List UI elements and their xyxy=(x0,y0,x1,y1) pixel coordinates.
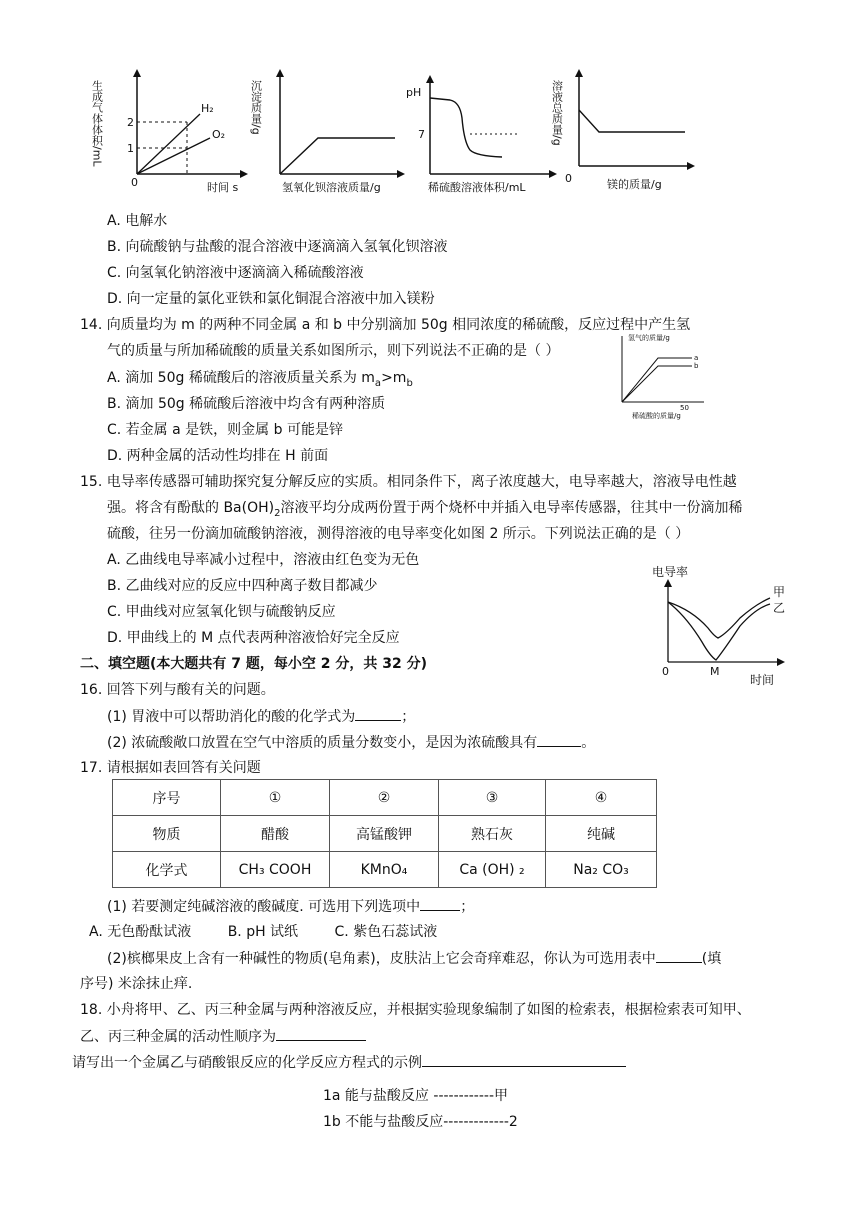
table-row xyxy=(113,780,657,816)
table-cell: KMnO₄ xyxy=(330,852,439,888)
q16-stem: 16. 回答下列与酸有关的问题。 xyxy=(80,682,275,698)
q18-stem2-text: 乙、丙三种金属的活动性顺序为 xyxy=(80,1029,276,1045)
q14-gt: >m xyxy=(381,370,407,386)
graph1-origin: 0 xyxy=(131,176,138,189)
table-cell: Na₂ CO₃ xyxy=(546,852,657,888)
q14-graph-xlabel: 稀硫酸的质量/g xyxy=(632,412,681,420)
q14-hydrogen-graph xyxy=(608,330,708,420)
q15-stem-line3: 硫酸，往另一份滴加硫酸钠溶液，测得溶液的电导率变化如图 2 所示。下列说法正确的是（ ） xyxy=(107,526,690,542)
q16-part1-end: ； xyxy=(401,709,416,725)
table-cell: ② xyxy=(330,780,439,816)
table-cell: 醋酸 xyxy=(221,816,330,852)
q18-answer-blank-1[interactable] xyxy=(276,1026,366,1041)
q16-part2 xyxy=(107,732,595,753)
q14-graph-ylabel: 氢气的质量/g xyxy=(628,334,670,342)
graph1-tick-1: 1 xyxy=(127,142,134,155)
q15-option-c: C. 甲曲线对应氢氧化钡与硫酸钠反应 xyxy=(107,604,336,620)
q15-stem-line1: 15. 电导率传感器可辅助探究复分解反应的实质。相同条件下，离子浓度越大，电导率越大，溶液导电性越 xyxy=(80,474,737,490)
table-cell: 化学式 xyxy=(113,852,221,888)
q15-graph-origin: 0 xyxy=(662,665,669,678)
graph3-tick-7: 7 xyxy=(418,128,425,141)
q17-answer-blank-2[interactable] xyxy=(656,948,702,963)
q16-part2-text: (2) 浓硫酸敞口放置在空气中溶质的质量分数变小，是因为浓硫酸具有 xyxy=(107,735,538,751)
table-cell: 纯碱 xyxy=(546,816,657,852)
q14-option-c: C. 若金属 a 是铁，则金属 b 可能是锌 xyxy=(107,422,343,438)
q14-option-a xyxy=(107,368,413,394)
table-row xyxy=(113,816,657,852)
q14-line-a-label: a xyxy=(694,354,699,362)
table-cell: ④ xyxy=(546,780,657,816)
q16-part1 xyxy=(107,706,415,727)
q15-graph-xlabel: 时间 xyxy=(750,673,775,687)
q14-line-b-label: b xyxy=(694,362,699,370)
section-heading: 二、填空题(本大题共有 7 题，每小空 2 分，共 32 分) xyxy=(80,656,428,672)
table-cell: ① xyxy=(221,780,330,816)
q18-stem3-text: 请写出一个金属乙与硝酸银反应的化学反应方程式的示例 xyxy=(72,1055,422,1071)
graph3-ylabel: pH xyxy=(406,86,422,99)
q14-option-a-text: A. 滴加 50g 稀硫酸后的溶液质量关系为 m xyxy=(107,370,375,386)
q14-sub-b: b xyxy=(406,377,413,389)
q16-answer-blank-2[interactable] xyxy=(537,732,581,747)
q17-options xyxy=(89,922,437,942)
q17-part2 xyxy=(107,948,721,969)
q14-graph-x50: 50 xyxy=(680,404,689,412)
table-cell: 高锰酸钾 xyxy=(330,816,439,852)
graph-precipitate xyxy=(250,66,410,201)
q17-option-a: A. 无色酚酞试液 xyxy=(89,924,192,940)
table-cell: 物质 xyxy=(113,816,221,852)
graph4-ylabel: 溶液总质量/g xyxy=(550,80,564,146)
graph2-xlabel: 氢氧化钡溶液质量/g xyxy=(282,181,381,194)
table-row xyxy=(113,852,657,888)
q15-stem-line2 xyxy=(107,498,742,524)
q15-curve-yi: 乙 xyxy=(773,601,786,615)
q17-part1-text: (1) 若要测定纯碱溶液的酸碱度. 可选用下列选项中 xyxy=(107,899,421,915)
table-cell: CH₃ COOH xyxy=(221,852,330,888)
q17-part2-end: (填 xyxy=(701,951,722,967)
q15-graph-ylabel: 电导率 xyxy=(652,565,689,579)
q15-option-a: A. 乙曲线电导率减小过程中，溶液由红色变为无色 xyxy=(107,552,420,568)
graph1-ylabel: 生成气体体积/mL xyxy=(90,80,104,167)
q15-stem2-post: 溶液平均分成两份置于两个烧杯中并插入电导率传感器，往其中一份滴加稀 xyxy=(280,500,743,516)
q17-table xyxy=(112,779,657,888)
q17-option-c: C. 紫色石蕊试液 xyxy=(334,924,438,940)
graph1-tick-2: 2 xyxy=(127,116,134,129)
q14-stem-line1: 14. 向质量均为 m 的两种不同金属 a 和 b 中分别滴加 50g 相同浓度的稀硫酸，反应过程中产生氢 xyxy=(80,317,691,333)
graph-electrolysis xyxy=(90,66,255,201)
q17-option-b: B. pH 试纸 xyxy=(227,924,299,940)
graph2-ylabel: 沉淀质量/g xyxy=(249,80,263,135)
q17-part1-end: ； xyxy=(460,899,475,915)
q17-part1 xyxy=(107,896,474,917)
q14-stem-line2: 气的质量与所加稀硫酸的质量关系如图所示，则下列说法不正确的是（ ） xyxy=(107,343,560,359)
q18-stem-line1: 18. 小舟将甲、乙、丙三种金属与两种溶液反应，并根据实验现象编制了如图的检索表，根据检索表可知甲、 xyxy=(80,1002,751,1018)
q17-answer-blank-1[interactable] xyxy=(420,896,460,911)
table-cell: 序号 xyxy=(113,780,221,816)
q17-stem: 17. 请根据如表回答有关问题 xyxy=(80,760,261,776)
q15-graph-m: M xyxy=(710,665,720,678)
q15-curve-jia: 甲 xyxy=(773,585,786,599)
graph-ph xyxy=(402,66,562,201)
graph4-origin: 0 xyxy=(565,172,572,185)
q18-stem-line2 xyxy=(80,1026,366,1047)
q18-key-1a: 1a 能与盐酸反应 ------------甲 xyxy=(323,1088,509,1104)
q18-answer-blank-2[interactable] xyxy=(422,1052,626,1067)
table-cell: ③ xyxy=(439,780,546,816)
q17-part2-text: (2)槟榔果皮上含有一种碱性的物质(皂角素)，皮肤沾上它会奇痒难忍，你认为可选用表中 xyxy=(107,951,656,967)
q17-part2-line2: 序号) 米涂抹止痒. xyxy=(80,976,193,992)
q15-stem2-sub: 2 xyxy=(274,507,281,519)
graph4-xlabel: 镁的质量/g xyxy=(607,178,662,191)
q14-option-b: B. 滴加 50g 稀硫酸后溶液中均含有两种溶质 xyxy=(107,396,386,412)
q13-option-d: D. 向一定量的氯化亚铁和氯化铜混合溶液中加入镁粉 xyxy=(107,291,435,307)
graph3-xlabel: 稀硫酸溶液体积/mL xyxy=(428,181,526,194)
q15-stem2-pre: 强。将含有酚酞的 Ba(OH) xyxy=(107,500,275,516)
q13-option-c: C. 向氢氧化钠溶液中逐滴滴入稀硫酸溶液 xyxy=(107,265,364,281)
graph1-xlabel: 时间 s xyxy=(207,181,239,194)
graph-solution-mass xyxy=(550,66,705,201)
q16-answer-blank-1[interactable] xyxy=(355,706,401,721)
q15-option-b: B. 乙曲线对应的反应中四种离子数目都减少 xyxy=(107,578,378,594)
q14-option-d: D. 两种金属的活动性均排在 H 前面 xyxy=(107,448,329,464)
q18-key-1b: 1b 不能与盐酸反应-------------2 xyxy=(323,1114,518,1130)
q13-option-a: A. 电解水 xyxy=(107,213,168,229)
q15-conductivity-graph xyxy=(652,562,792,688)
graph1-o2-label: O₂ xyxy=(212,128,226,141)
q18-stem-line3 xyxy=(72,1052,626,1073)
q16-part2-end: 。 xyxy=(581,735,596,751)
table-cell: 熟石灰 xyxy=(439,816,546,852)
table-cell: Ca (OH) ₂ xyxy=(439,852,546,888)
q15-option-d: D. 甲曲线上的 M 点代表两种溶液恰好完全反应 xyxy=(107,630,400,646)
q16-part1-text: (1) 胃液中可以帮助消化的酸的化学式为 xyxy=(107,709,356,725)
q13-option-b: B. 向硫酸钠与盐酸的混合溶液中逐滴滴入氢氧化钡溶液 xyxy=(107,239,448,255)
q14-sub-a: a xyxy=(374,377,382,389)
graph1-h2-label: H₂ xyxy=(201,102,214,115)
